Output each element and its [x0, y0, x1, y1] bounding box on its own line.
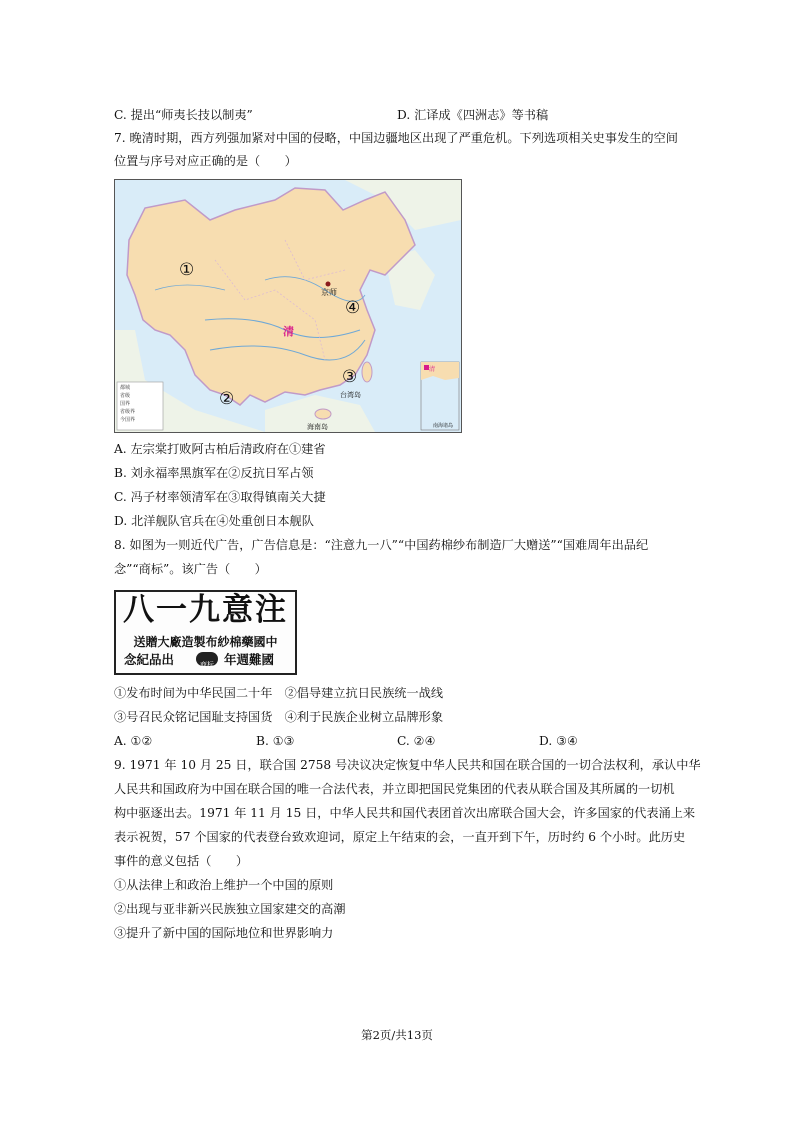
q9-line-3: 构中驱逐出去。1971 年 11 月 15 日，中华人民共和国代表团首次出席联合国大会，许多国家的代表涌上来	[114, 806, 696, 820]
ad-row-1: 送贈大廠造製布紗棉藥國中	[133, 635, 278, 649]
map-graphic	[115, 180, 461, 432]
q7-stem: 7. 晚清时期，西方列强加紧对中国的侵略，中国边疆地区出现了严重危机。下列选项相关史事发生的空间	[114, 131, 678, 145]
q8-stem: 8. 如图为一则近代广告，广告信息是：“注意九一八”“中国药棉纱布制造厂大赠送”“国难周年出品纪	[114, 538, 649, 552]
ad-row-2b: 年週難國	[224, 652, 275, 667]
q9-item-3: ③提升了新中国的国际地位和世界影响力	[114, 926, 334, 940]
inset-qing-label: 清	[429, 366, 436, 373]
q6-option-c: C. 提出“师夷长技以制夷”	[114, 108, 253, 122]
q7-option-a: A. 左宗棠打败阿古柏后清政府在①建省	[114, 442, 326, 456]
map-taiwan-label: 台湾岛	[340, 391, 361, 399]
legend-province-border: 省级界	[120, 409, 136, 415]
q7-option-b: B. 刘永福率黑旗军在②反抗日军占领	[114, 466, 314, 480]
q9-line-2: 人民共和国政府为中国在联合国的唯一合法代表，并立即把国民党集团的代表从联合国及其所属的一切机	[114, 782, 675, 796]
map-hainan-label: 海南岛	[307, 423, 328, 431]
ad-trademark	[196, 652, 218, 669]
map-marker-3: ③	[342, 367, 358, 387]
ad-headline: 八一九意注	[123, 592, 288, 628]
map-capital-label: 京师	[321, 288, 337, 297]
q8-option-c: C. ②④	[397, 734, 436, 748]
page-footer: 第2页/共13页	[361, 1028, 433, 1042]
legend-border: 国界	[120, 401, 131, 407]
q8-statements-1: ①发布时间为中华民国二十年 ②倡导建立抗日民族统一战线	[114, 686, 444, 700]
q9-line-4: 表示祝贺，57 个国家的代表登台致欢迎词，原定上午结束的会，一直开到下午，历时约 6 个小时。此历史	[114, 830, 686, 844]
ad-trademark-text: 商标	[200, 661, 214, 669]
q6-option-d: D. 汇译成《四洲志》等书稿	[397, 108, 549, 122]
q8-option-b: B. ①③	[256, 734, 295, 748]
map-legend	[120, 384, 135, 424]
q8-stem-2: 念”“商标”。该广告（ ）	[114, 562, 267, 576]
q8-option-a: A. ①②	[114, 734, 153, 748]
q7-option-d: D. 北洋舰队官兵在④处重创日本舰队	[114, 514, 314, 528]
q8-statements-2: ③号召民众铭记国耻支持国货 ④利于民族企业树立品牌形象	[114, 710, 444, 724]
map-marker-4: ④	[345, 298, 361, 318]
legend-province: 省级	[120, 393, 131, 399]
map-marker-2: ②	[219, 389, 235, 409]
q8-option-d: D. ③④	[539, 734, 578, 748]
legend-capital: 都城	[120, 385, 131, 391]
map-marker-1: ①	[179, 260, 195, 280]
q7-option-c: C. 冯子材率领清军在③取得镇南关大捷	[114, 490, 326, 504]
ad-row-2a: 念紀品出	[124, 652, 175, 667]
q9-line-1: 9. 1971 年 10 月 25 日，联合国 2758 号决议决定恢复中华人民共和国在联合国的一切合法权利，承认中华	[114, 758, 701, 772]
vintage-advertisement	[114, 590, 297, 675]
q9-item-2: ②出现与亚非新兴民族独立国家建交的高潮	[114, 902, 346, 916]
inset-caption: 南海诸岛	[433, 423, 454, 429]
q9-line-5: 事件的意义包括（ ）	[114, 854, 249, 868]
map-qing-label: 清	[283, 325, 294, 338]
q9-item-1: ①从法律上和政治上维护一个中国的原则	[114, 878, 334, 892]
qing-dynasty-map	[114, 179, 462, 433]
legend-modern-border: 今国界	[120, 417, 136, 423]
q7-stem-2: 位置与序号对应正确的是（ ）	[114, 154, 297, 168]
